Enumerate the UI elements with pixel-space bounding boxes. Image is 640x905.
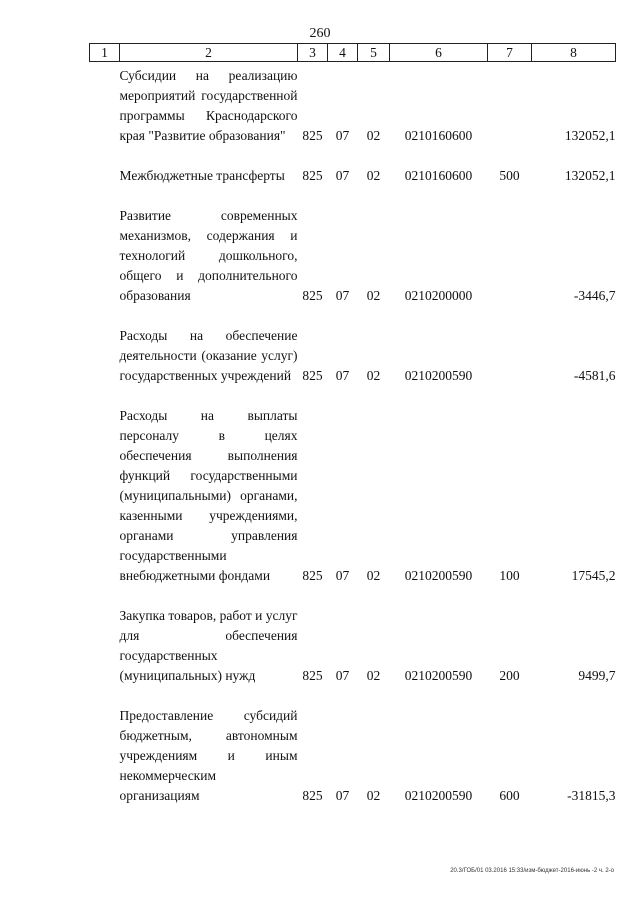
page-number: 260 — [309, 26, 331, 41]
row-code-4: 07 — [335, 368, 350, 383]
row-amount: 132052,1 — [564, 128, 616, 143]
row-amount: 9499,7 — [578, 668, 616, 683]
row-code-6: 0210200590 — [404, 788, 473, 803]
row-code-4: 07 — [335, 168, 350, 183]
row-code-5: 02 — [366, 368, 381, 383]
table-row — [90, 66, 616, 146]
row-amount: -3446,7 — [573, 288, 616, 303]
row-code-5: 02 — [366, 668, 381, 683]
row-code-7 — [488, 326, 532, 386]
row-code-5: 02 — [366, 128, 381, 143]
column-number-1: 1 — [90, 44, 120, 62]
row-code-3: 825 — [302, 368, 323, 383]
row-code-5: 02 — [366, 788, 381, 803]
column-number-7: 7 — [488, 44, 532, 62]
row-code-7: 100 — [499, 568, 520, 583]
row-code-3: 825 — [302, 288, 323, 303]
row-code-4: 07 — [335, 568, 350, 583]
row-code-6: 0210160600 — [404, 168, 473, 183]
column-number-3: 3 — [298, 44, 328, 62]
row-name: Закупка товаров, работ и услуг для обеспечения государственных (муниципальных) нужд — [119, 608, 298, 683]
column-number-8: 8 — [532, 44, 616, 62]
row-amount: 17545,2 — [571, 568, 616, 583]
row-code-3: 825 — [302, 788, 323, 803]
column-number-6: 6 — [390, 44, 488, 62]
row-code-5: 02 — [366, 568, 381, 583]
budget-table — [89, 43, 616, 806]
table-row — [90, 706, 616, 806]
row-amount: -31815,3 — [567, 788, 616, 803]
row-code-4: 07 — [335, 288, 350, 303]
row-code-5: 02 — [366, 168, 381, 183]
row-code-4: 07 — [335, 668, 350, 683]
table-row — [90, 166, 616, 186]
row-code-7 — [488, 206, 532, 306]
row-code-3: 825 — [302, 128, 323, 143]
table-row — [90, 326, 616, 386]
row-code-7 — [488, 66, 532, 146]
column-number-5: 5 — [358, 44, 390, 62]
table-row — [90, 206, 616, 306]
row-code-4: 07 — [335, 788, 350, 803]
row-name: Предоставление субсидий бюджетным, автономным учреждениям и иным некоммерческим организациям — [119, 708, 298, 803]
row-name: Расходы на обеспечение деятельности (оказание услуг) государственных учреждений — [119, 328, 298, 383]
document-footer-id: 20.3/ГОБ/01 03.2016 15:33/изм-бюджет-2016-июнь -2 ч. 2-о — [450, 868, 614, 874]
row-code-3: 825 — [302, 668, 323, 683]
row-name: Развитие современных механизмов, содержания и технологий дошкольного, общего и дополнительного образования — [119, 208, 298, 303]
row-code-7: 200 — [499, 668, 520, 683]
column-number-4: 4 — [328, 44, 358, 62]
table-row — [90, 406, 616, 586]
row-name: Расходы на выплаты персоналу в целях обеспечения выполнения функций государственными (муниципальными) органами, казенными учреждениями, органами управления государственными внебюджетными фондами — [119, 408, 298, 583]
row-code-6: 0210200590 — [404, 668, 473, 683]
header-row — [90, 44, 616, 62]
row-code-3: 825 — [302, 568, 323, 583]
column-number-2: 2 — [120, 44, 298, 62]
row-amount: 132052,1 — [564, 168, 616, 183]
row-name: Субсидии на реализацию мероприятий государственной программы Краснодарского края "Развитие образования" — [119, 68, 298, 143]
row-amount: -4581,6 — [573, 368, 616, 383]
table-row — [90, 606, 616, 686]
row-code-6: 0210200590 — [404, 368, 473, 383]
row-code-6: 0210200590 — [404, 568, 473, 583]
row-code-5: 02 — [366, 288, 381, 303]
row-code-7: 600 — [499, 788, 520, 803]
row-code-3: 825 — [302, 168, 323, 183]
row-code-6: 0210200000 — [404, 288, 473, 303]
row-code-4: 07 — [335, 128, 350, 143]
row-name: Межбюджетные трансферты — [119, 168, 285, 183]
row-code-7: 500 — [499, 168, 520, 183]
row-code-6: 0210160600 — [404, 128, 473, 143]
